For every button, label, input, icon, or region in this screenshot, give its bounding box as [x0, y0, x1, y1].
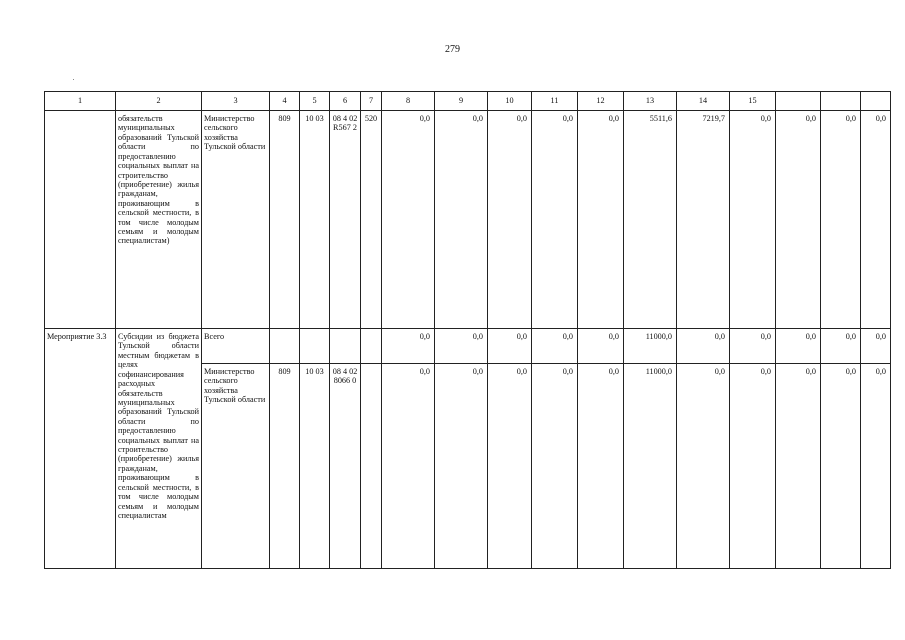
cell-amount: 11000,0 — [624, 364, 677, 569]
column-header: 13 — [624, 92, 677, 111]
column-header: 11 — [532, 92, 578, 111]
column-header — [776, 92, 821, 111]
cell-amount: 0,0 — [861, 111, 891, 329]
column-header: 3 — [202, 92, 270, 111]
cell-amount: 0,0 — [532, 111, 578, 329]
table-row — [45, 329, 891, 364]
cell-amount: 0,0 — [488, 329, 532, 364]
cell-executor: Министерство сельского хозяйства Тульской области — [202, 111, 270, 329]
cell-amount: 0,0 — [677, 364, 730, 569]
table-row — [45, 111, 891, 329]
column-header: 2 — [116, 92, 202, 111]
cell-csr — [330, 329, 361, 364]
cell-amount: 0,0 — [488, 364, 532, 569]
cell-vr: 520 — [361, 111, 382, 329]
cell-amount: 0,0 — [821, 364, 861, 569]
column-header: 4 — [270, 92, 300, 111]
cell-amount: 0,0 — [382, 111, 435, 329]
cell-description: Субсидии из бюджета Тульской области местным бюджетам в целях софинансирования расходных обязательств муниципальных образований Тульской области по предоставлению социальных выплат на строительство (приобретение) жилья гражданам, проживающим в сельской местности, в том числе молодым семьям и молодым специалистам — [116, 329, 202, 569]
cell-event-name: Мероприятие 3.3 — [45, 329, 116, 569]
cell-executor: Министерство сельского хозяйства Тульской области — [202, 364, 270, 569]
cell-amount: 0,0 — [382, 329, 435, 364]
column-header: 6 — [330, 92, 361, 111]
cell-amount: 0,0 — [776, 111, 821, 329]
cell-amount: 5511,6 — [624, 111, 677, 329]
column-header: 15 — [730, 92, 776, 111]
column-header: 9 — [435, 92, 488, 111]
cell-rz-pr — [300, 329, 330, 364]
column-header — [821, 92, 861, 111]
cell-amount: 0,0 — [730, 329, 776, 364]
cell-event-name — [45, 111, 116, 329]
cell-amount: 0,0 — [435, 364, 488, 569]
cell-amount: 0,0 — [730, 111, 776, 329]
cell-amount: 0,0 — [382, 364, 435, 569]
scan-artifact — [73, 79, 74, 80]
column-header: 1 — [45, 92, 116, 111]
cell-amount: 0,0 — [821, 111, 861, 329]
cell-amount: 7219,7 — [677, 111, 730, 329]
cell-csr: 08 4 02 R567 2 — [330, 111, 361, 329]
budget-table — [44, 91, 891, 569]
cell-amount: 11000,0 — [624, 329, 677, 364]
column-header — [861, 92, 891, 111]
cell-amount: 0,0 — [861, 329, 891, 364]
column-header: 7 — [361, 92, 382, 111]
table-header-row — [45, 92, 891, 111]
cell-amount: 0,0 — [435, 329, 488, 364]
cell-executor: Всего — [202, 329, 270, 364]
cell-csr: 08 4 02 8066 0 — [330, 364, 361, 569]
cell-amount: 0,0 — [776, 329, 821, 364]
cell-vr — [361, 329, 382, 364]
cell-amount: 0,0 — [730, 364, 776, 569]
cell-rz-pr: 10 03 — [300, 111, 330, 329]
column-header: 10 — [488, 92, 532, 111]
cell-amount: 0,0 — [488, 111, 532, 329]
page-number: 279 — [445, 44, 460, 55]
cell-amount: 0,0 — [821, 329, 861, 364]
cell-grbs — [270, 329, 300, 364]
cell-amount: 0,0 — [861, 364, 891, 569]
cell-amount: 0,0 — [532, 364, 578, 569]
cell-amount: 0,0 — [578, 364, 624, 569]
column-header: 8 — [382, 92, 435, 111]
cell-amount: 0,0 — [435, 111, 488, 329]
cell-amount: 0,0 — [578, 329, 624, 364]
cell-amount: 0,0 — [677, 329, 730, 364]
cell-amount: 0,0 — [578, 111, 624, 329]
column-header: 5 — [300, 92, 330, 111]
cell-amount: 0,0 — [532, 329, 578, 364]
column-header: 14 — [677, 92, 730, 111]
cell-vr — [361, 364, 382, 569]
cell-rz-pr: 10 03 — [300, 364, 330, 569]
cell-description: обязательств муниципальных образований Тульской области по предоставлению социальных выплат на строительство (приобретение) жилья гражданам, проживающим в сельской местности, в том числе молодым семьям и молодым специалистам) — [116, 111, 202, 329]
cell-grbs: 809 — [270, 364, 300, 569]
column-header: 12 — [578, 92, 624, 111]
cell-amount: 0,0 — [776, 364, 821, 569]
cell-grbs: 809 — [270, 111, 300, 329]
